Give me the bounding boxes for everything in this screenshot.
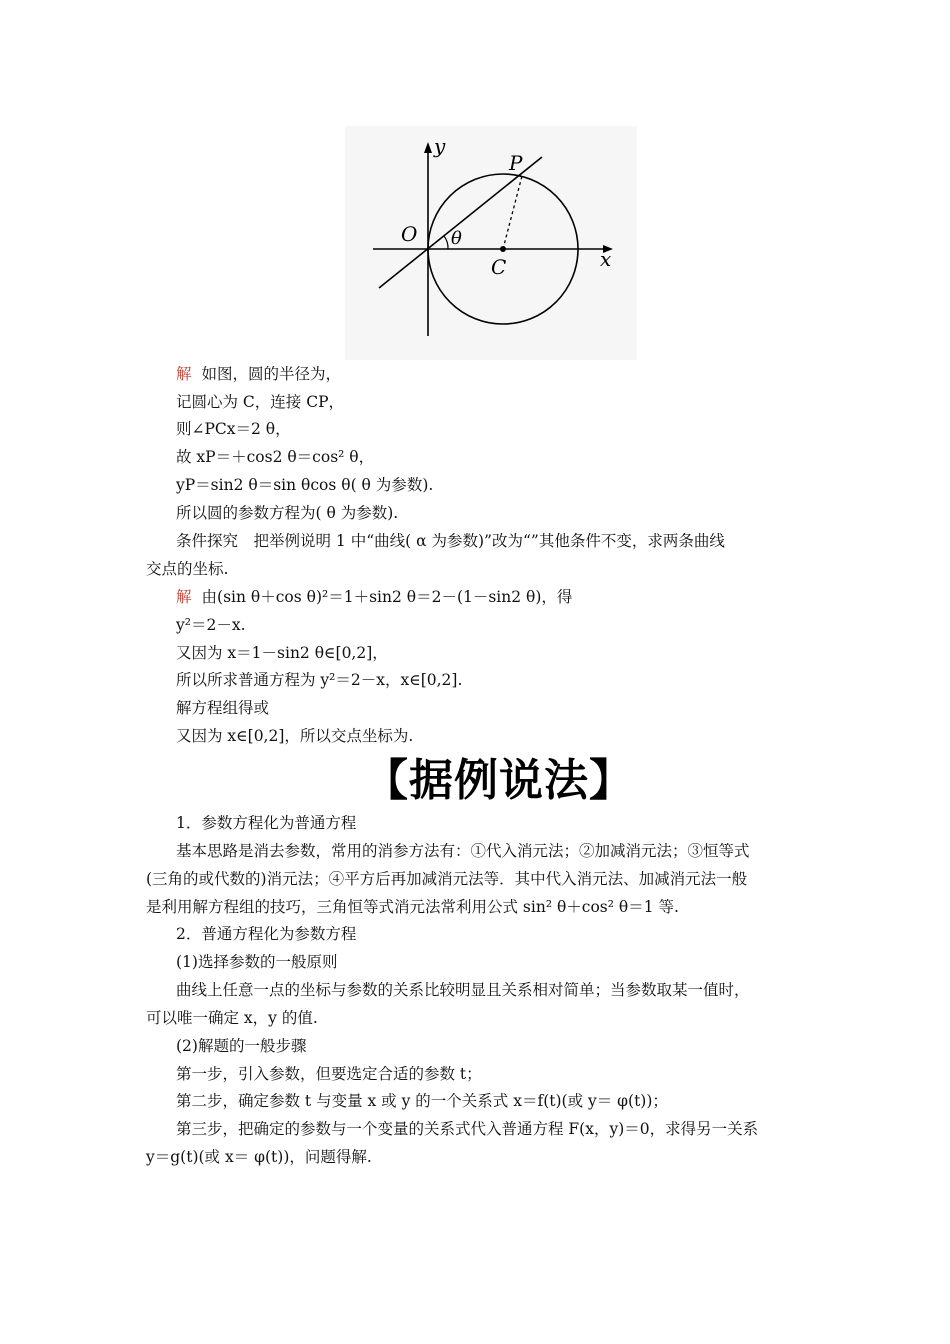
section-banner: 【据例说法】 bbox=[364, 755, 634, 806]
solution1-line5: yP＝sin2 θ＝sin θcos θ( θ 为参数). bbox=[176, 476, 434, 494]
solution-marker: 解 bbox=[176, 588, 192, 606]
circle-diagram bbox=[345, 126, 637, 360]
solution2-text1: 由(sin θ＋cos θ)²＝1＋sin2 θ＝2－(1－sin2 θ)，得 bbox=[201, 588, 573, 606]
solution1-line6: 所以圆的参数方程为( θ 为参数). bbox=[176, 504, 399, 522]
label-o: O bbox=[401, 222, 418, 246]
solution2-line3: 又因为 x＝1－sin2 θ∈[0,2]， bbox=[176, 644, 388, 662]
label-y: y bbox=[434, 134, 446, 158]
solution1-line3: 则∠PCx＝2 θ， bbox=[176, 420, 291, 438]
step3-line2: y＝g(t)(或 x＝ φ(t))，问题得解. bbox=[146, 1148, 372, 1166]
solution1-text1: 如图，圆的半径为， bbox=[201, 365, 342, 383]
method-heading1: 1．参数方程化为普通方程 bbox=[176, 814, 357, 832]
label-c: C bbox=[491, 255, 507, 279]
solution2-line4: 所以所求普通方程为 y²＝2－x，x∈[0,2]. bbox=[176, 671, 463, 689]
solution2-line6: 又因为 x∈[0,2]，所以交点坐标为. bbox=[176, 727, 414, 745]
method-subheading2: (2)解题的一般步骤 bbox=[176, 1037, 307, 1055]
solution-marker: 解 bbox=[176, 365, 192, 383]
solution1-line2: 记圆心为 C，连接 CP， bbox=[176, 393, 345, 411]
label-x: x bbox=[600, 247, 612, 271]
inquiry-line2: 交点的坐标. bbox=[146, 560, 229, 578]
step1: 第一步，引入参数，但要选定合适的参数 t； bbox=[176, 1065, 482, 1083]
angle-arc bbox=[444, 236, 448, 249]
inquiry-line1: 条件探究 把举例说明 1 中“曲线( α 为参数)”改为“”其他条件不变，求两条曲线 bbox=[176, 532, 725, 550]
method-p2-line2: 可以唯一确定 x，y 的值. bbox=[146, 1009, 318, 1027]
solution2-line1 bbox=[176, 586, 572, 608]
y-axis-arrow bbox=[424, 142, 432, 153]
solution1-line1 bbox=[176, 363, 341, 385]
solution2-line5: 解方程组得或 bbox=[176, 699, 270, 717]
method-p2-line1: 曲线上任意一点的坐标与参数的关系比较明显且关系相对简单；当参数取某一值时， bbox=[176, 981, 750, 999]
method-p1-line2: (三角的或代数的)消元法；④平方后再加减消元法等．其中代入消元法、加减消元法一般 bbox=[146, 870, 748, 888]
step2: 第二步，确定参数 t 与变量 x 或 y 的一个关系式 x＝f(t)(或 y＝ φ(t))； bbox=[176, 1092, 668, 1110]
solution2-line2: y²＝2－x. bbox=[176, 616, 246, 634]
method-heading2: 2．普通方程化为参数方程 bbox=[176, 925, 357, 943]
method-subheading1: (1)选择参数的一般原则 bbox=[176, 953, 338, 971]
center-point bbox=[500, 246, 506, 252]
label-theta: θ bbox=[451, 228, 462, 249]
step3-line1: 第三步，把确定的参数与一个变量的关系式代入普通方程 F(x，y)＝0，求得另一关系 bbox=[176, 1120, 759, 1138]
solution1-line4: 故 xP＝＋cos2 θ＝cos² θ， bbox=[176, 448, 375, 466]
method-p1-line1: 基本思路是消去参数，常用的消参方法有：①代入消元法；②加减消元法；③恒等式 bbox=[176, 842, 750, 860]
circle-diagram-svg bbox=[345, 126, 637, 360]
method-p1-line3: 是利用解方程组的技巧，三角恒等式消元法常利用公式 sin² θ＋cos² θ＝1 等. bbox=[146, 898, 679, 916]
label-p: P bbox=[509, 151, 523, 175]
